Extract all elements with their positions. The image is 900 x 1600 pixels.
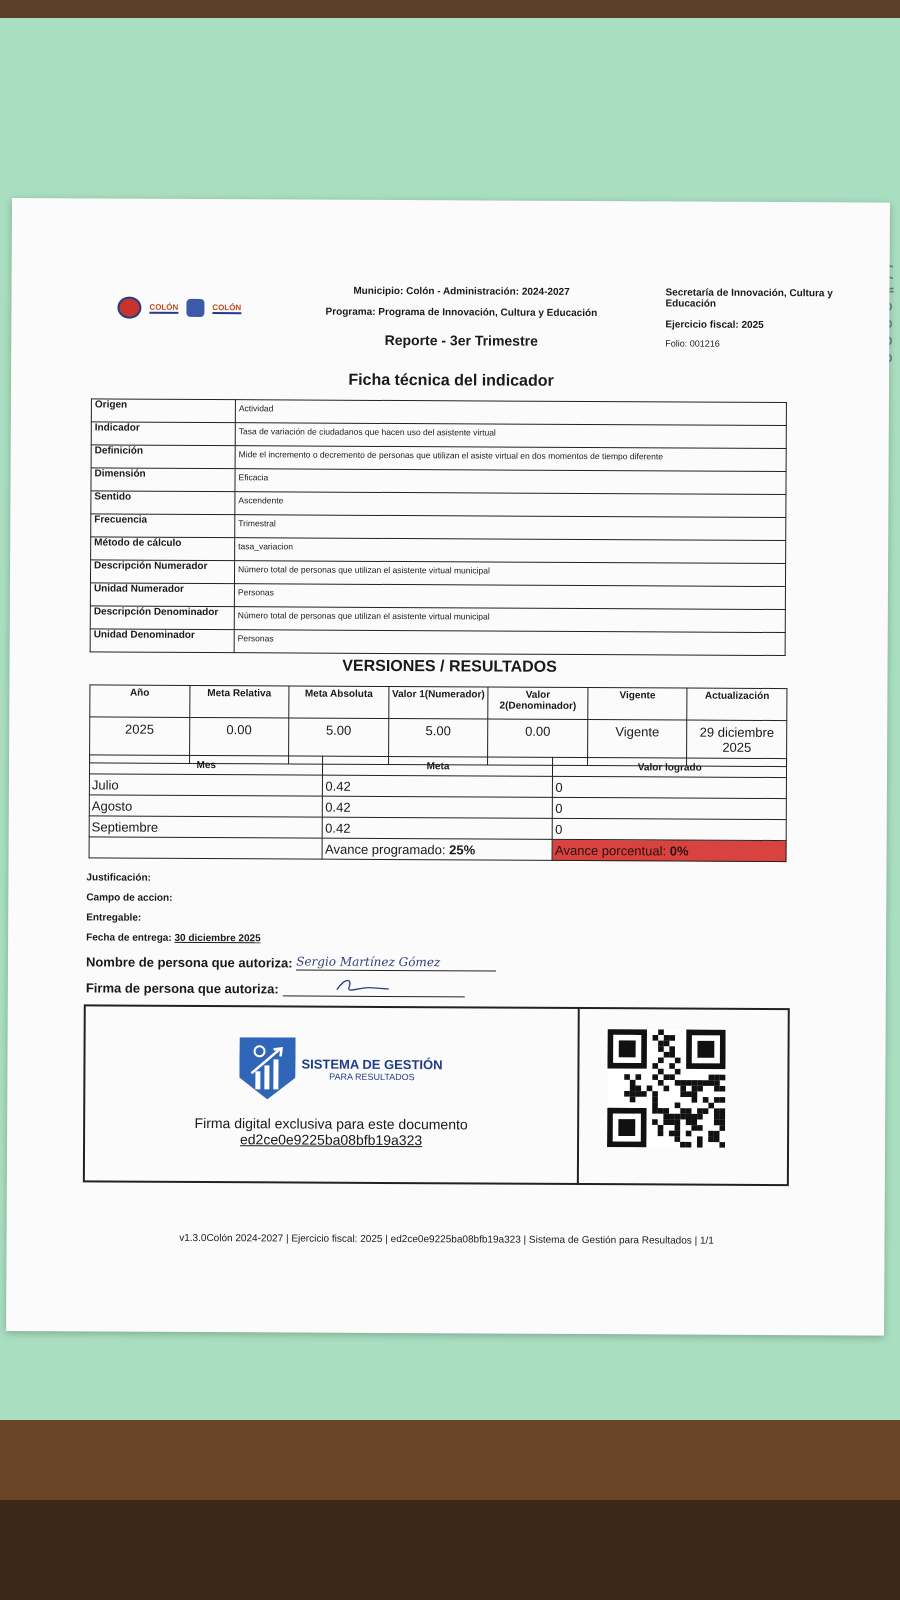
report-page — [6, 198, 890, 1336]
report-title: Reporte - 3er Trimestre — [384, 331, 538, 349]
campo-label: Campo de accion: — [86, 892, 173, 904]
crest-icon — [186, 299, 204, 317]
avance-row — [89, 837, 786, 862]
versiones-header: Valor 2(Denominador) — [488, 687, 588, 720]
ficha-value: Eficacia — [235, 469, 786, 495]
ficha-key: Descripción Numerador — [90, 560, 234, 584]
versiones-value: Vigente — [587, 720, 687, 767]
monthly-results-table — [89, 754, 788, 862]
empty-cell — [89, 837, 323, 859]
versiones-value: 0.00 — [189, 717, 289, 764]
versiones-value: 5.00 — [388, 718, 488, 765]
firma-digital — [85, 1114, 577, 1149]
ficha-value: Número total de personas que utilizan el asistente virtual municipal — [234, 561, 785, 587]
document-hash: ed2ce0e9225ba08bfb19a323 — [239, 1131, 423, 1149]
fecha-label: Fecha de entrega: — [86, 932, 172, 944]
versiones-value: 5.00 — [289, 718, 389, 765]
ficha-value: Personas — [234, 630, 785, 656]
colon-logo-icon — [117, 297, 141, 319]
ficha-key: Frecuencia — [91, 514, 235, 538]
brand-name: SISTEMA DE GESTIÓN — [301, 1056, 443, 1072]
brand-sub: PARA RESULTADOS — [329, 1071, 415, 1082]
avance-programado — [323, 838, 553, 860]
versiones-header: Vigente — [588, 688, 688, 721]
ficha-value: tasa_variacion — [235, 538, 786, 564]
meta-cell: 0.42 — [323, 817, 553, 839]
ficha-key: Unidad Denominador — [90, 629, 234, 653]
ficha-value: Número total de personas que utilizan el asistente virtual municipal — [234, 607, 785, 633]
ficha-value: Mide el incremento o decremento de personas que utilizan el asiste virtual en dos momentos de tiempo diferente — [235, 446, 786, 472]
ficha-key: Dimensión — [91, 468, 235, 492]
ficha-key: Sentido — [91, 491, 235, 515]
entregable-label: Entregable: — [86, 912, 142, 924]
ficha-key: Indicador — [91, 422, 235, 446]
valor-cell: 0 — [553, 776, 787, 798]
mes-header: Mes — [89, 755, 323, 775]
valor-cell: 0 — [553, 797, 787, 819]
avance-porcentual — [553, 839, 787, 861]
ficha-value: Personas — [234, 584, 785, 610]
ficha-key: Definición — [91, 445, 235, 469]
ficha-value: Ascendente — [235, 492, 786, 518]
chart-arrow-icon — [239, 1037, 295, 1099]
ficha-row — [90, 629, 785, 656]
versiones-header: Valor 1(Numerador) — [388, 686, 488, 719]
secretaria: Secretaría de Innovación, Cultura y Educación — [665, 287, 833, 310]
versiones-header: Meta Relativa — [189, 685, 289, 718]
ficha-key: Descripción Denominador — [90, 606, 234, 630]
firma-label: Firma de persona que autoriza: — [85, 980, 279, 997]
meta-cell: 0.42 — [323, 796, 553, 818]
fecha-entrega — [86, 932, 261, 944]
box-divider — [577, 1009, 580, 1183]
municipal-logos — [117, 297, 241, 320]
digital-signature-box — [83, 1004, 790, 1186]
folio: Folio: 001216 — [665, 338, 720, 349]
page-footer: v1.3.0Colón 2024-2027 | Ejercicio fiscal: 2025 | ed2ce0e9225ba08bfb19a323 | Sistema de Gestión para Resultados | 1/1 — [179, 1232, 714, 1247]
ficha-value: Tasa de variación de ciudadanos que hacen uso del asistente virtual — [235, 423, 786, 449]
nombre-handwritten: Sergio Martínez Gómez — [296, 954, 441, 970]
versiones-value: 29 diciembre 2025 — [687, 720, 787, 767]
avance-porcentual-value: 0% — [669, 842, 689, 859]
ficha-value: Actividad — [235, 400, 786, 426]
avance-programado-label: Avance programado: — [325, 841, 446, 857]
mes-cell: Julio — [89, 774, 323, 796]
ficha-value: Trimestral — [235, 515, 786, 541]
mes-cell: Agosto — [89, 795, 323, 817]
nombre-label: Nombre de persona que autoriza: — [85, 954, 293, 971]
municipio-line: Municipio: Colón - Administración: 2024-2027 — [353, 285, 570, 298]
qr-code-icon — [607, 1029, 726, 1148]
report-meta — [665, 287, 835, 349]
firma-line — [282, 979, 464, 997]
floor — [0, 1500, 900, 1600]
versiones-title: VERSIONES / RESULTADOS — [342, 657, 557, 676]
ficha-key: Origen — [91, 399, 235, 423]
sgr-brand — [239, 1037, 442, 1100]
ficha-table — [90, 398, 787, 656]
versiones-header: Meta Absoluta — [289, 686, 389, 719]
meta-header: Meta — [323, 756, 553, 776]
mes-cell: Septiembre — [89, 816, 323, 838]
ficha-key: Método de cálculo — [91, 537, 235, 561]
fiscal-year: Ejercicio fiscal: 2025 — [665, 319, 764, 331]
meta-cell: 0.42 — [323, 775, 553, 797]
programa-line: Programa: Programa de Innovación, Cultura y Educación — [325, 306, 598, 320]
valor-cell: 0 — [553, 818, 787, 840]
justificacion-label: Justificación: — [86, 872, 151, 884]
logo-text: COLÓN — [149, 302, 179, 312]
ficha-title: Ficha técnica del indicador — [348, 371, 554, 390]
versiones-value: 0.00 — [488, 719, 588, 766]
logo2-text: COLÓN — [212, 302, 242, 312]
versiones-value: 2025 — [90, 717, 190, 764]
report-header — [271, 285, 651, 349]
ficha-key: Unidad Numerador — [90, 583, 234, 607]
nombre-line — [296, 953, 496, 971]
firma-autoriza — [86, 978, 465, 997]
fecha-value: 30 diciembre 2025 — [174, 932, 261, 945]
nombre-autoriza — [86, 952, 496, 971]
sgr-shield-icon — [239, 1037, 295, 1099]
firma-digital-text: Firma digital exclusiva para este documento — [194, 1114, 468, 1133]
signature-scribble — [332, 976, 392, 996]
avance-porcentual-label: Avance porcentual: — [555, 842, 667, 858]
avance-programado-value: 25% — [449, 841, 476, 857]
versiones-header: Actualización — [687, 688, 787, 721]
valor-header: Valor logrado — [553, 757, 787, 777]
versiones-header: Año — [90, 685, 190, 718]
